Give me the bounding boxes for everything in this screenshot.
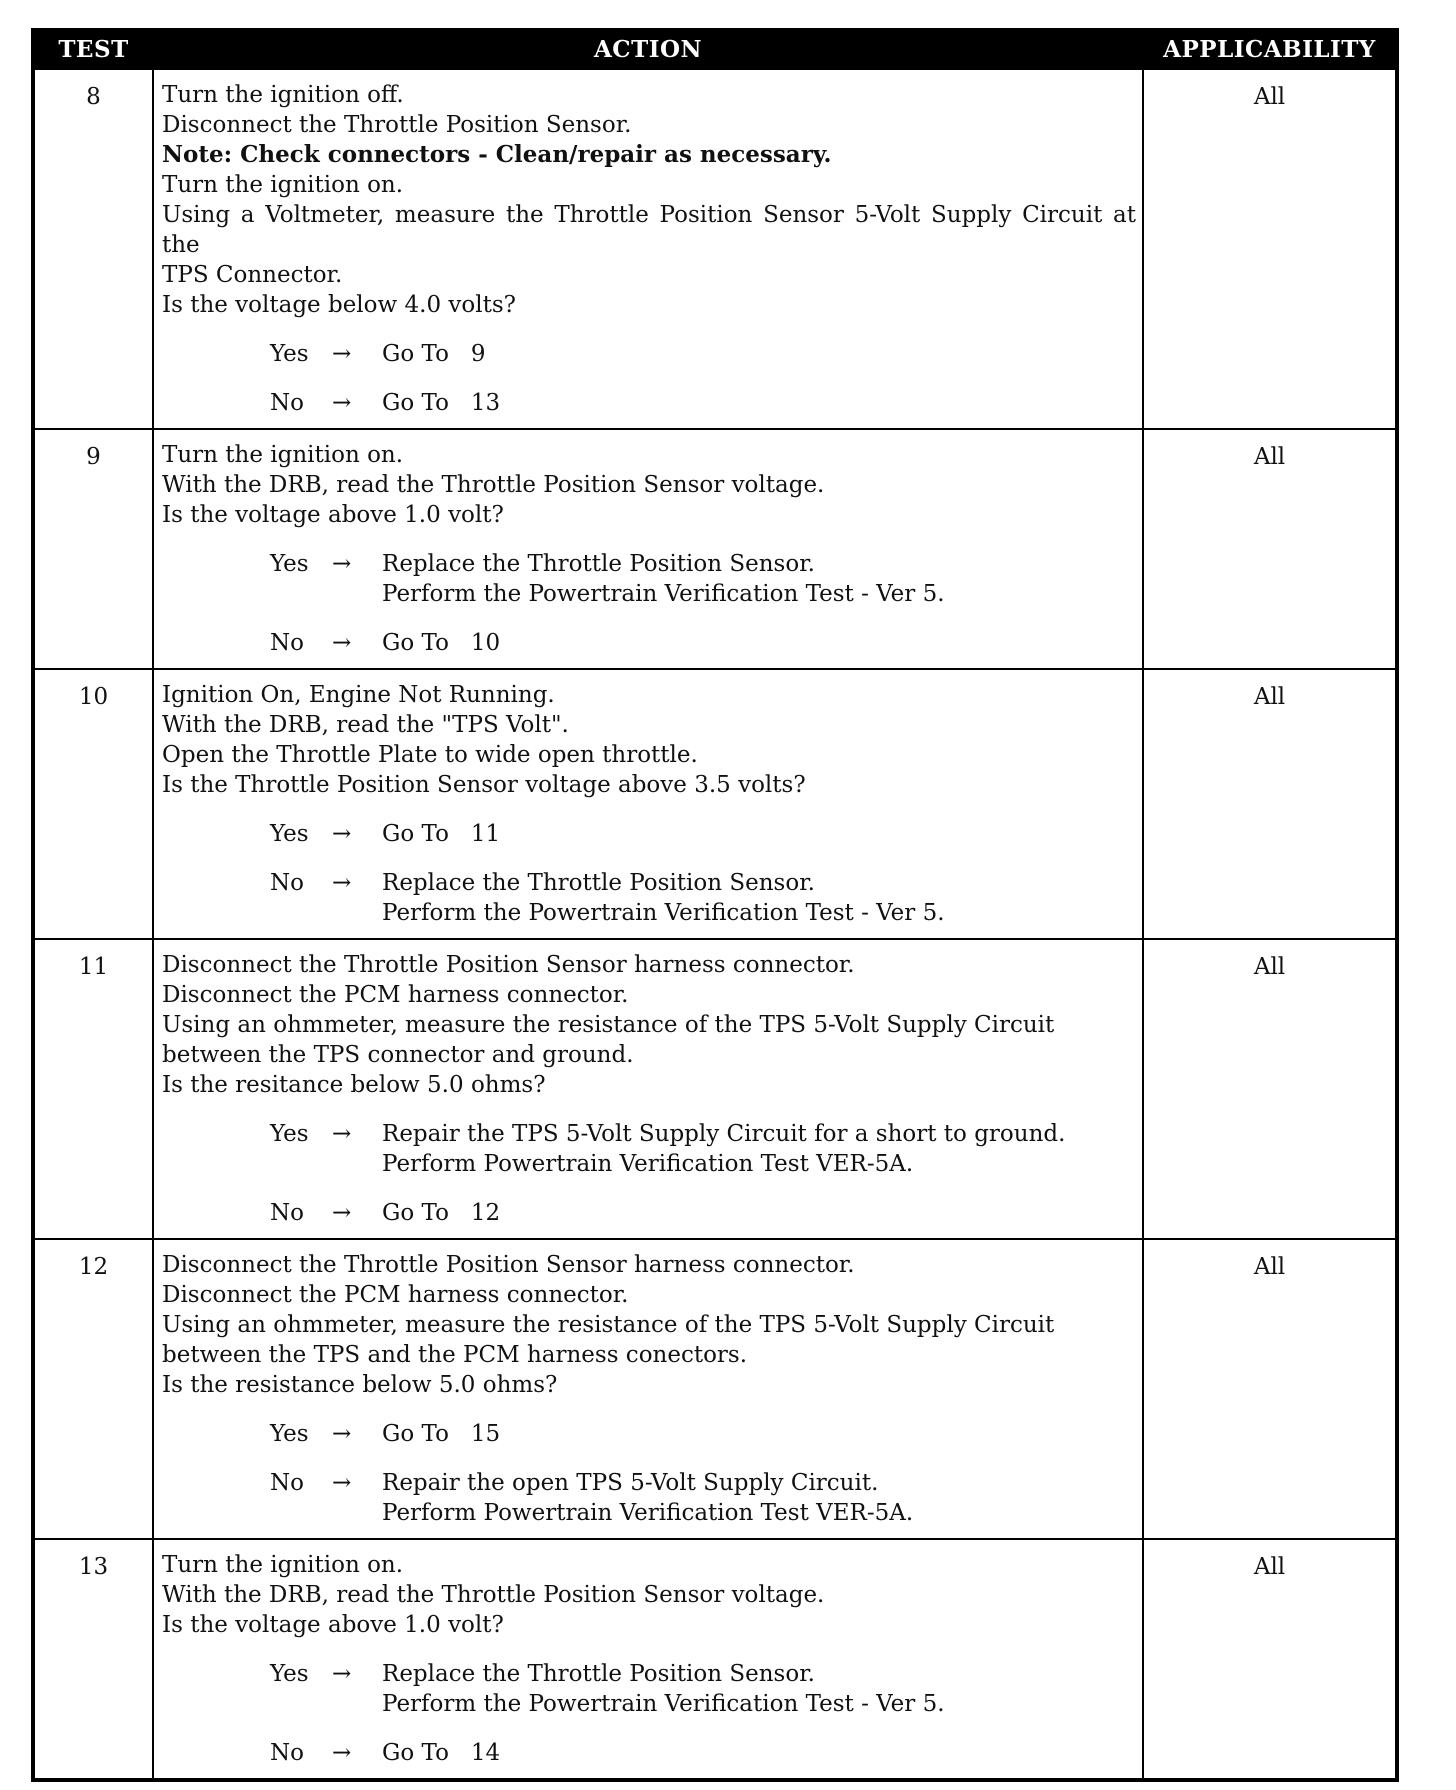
action-line: With the DRB, read the Throttle Position Sensor voltage. [162, 472, 825, 498]
result-line: Replace the Throttle Position Sensor. [382, 1661, 815, 1687]
yes-label: Yes [270, 821, 309, 847]
no-result [382, 1738, 1136, 1768]
action-line: Using a Voltmeter, measure the Throttle Position Sensor 5-Volt Supply Circuit at the [162, 202, 1136, 258]
yes-label: Yes [270, 551, 309, 577]
yes-branch [270, 1659, 1136, 1719]
action-line: Is the resitance below 5.0 ohms? [162, 1072, 546, 1098]
yes-branch [270, 1119, 1136, 1179]
yes-branch [270, 549, 1136, 609]
no-result [382, 1198, 1136, 1228]
result-line: Repair the TPS 5-Volt Supply Circuit for a short to ground. [382, 1121, 1066, 1147]
header-applicability: APPLICABILITY [1143, 30, 1397, 69]
result-line: Replace the Throttle Position Sensor. [382, 551, 815, 577]
result-line: Perform the Powertrain Verification Test - Ver 5. [382, 1691, 945, 1717]
yes-result [382, 1419, 1136, 1449]
result-line: Perform Powertrain Verification Test VER-5A. [382, 1500, 914, 1526]
no-branch [270, 1738, 1136, 1768]
no-branch [270, 628, 1136, 658]
no-label: No [270, 1470, 304, 1496]
action-line: Disconnect the Throttle Position Sensor harness connector. [162, 952, 855, 978]
action-line: between the TPS connector and ground. [162, 1042, 634, 1068]
result-line: Go To 13 [382, 390, 501, 416]
no-result [382, 628, 1136, 658]
result-line: Replace the Throttle Position Sensor. [382, 870, 815, 896]
test-number: 11 [33, 939, 153, 1239]
action-line: Disconnect the Throttle Position Sensor. [162, 112, 632, 138]
header-test: TEST [33, 30, 153, 69]
action-cell [153, 69, 1143, 429]
yes-result [382, 819, 1136, 849]
no-label: No [270, 630, 304, 656]
action-line: TPS Connector. [162, 262, 343, 288]
applicability-cell: All [1143, 669, 1397, 939]
no-label: No [270, 1200, 304, 1226]
header-row [33, 30, 1397, 69]
arrow-right-icon: → [332, 630, 352, 656]
action-cell [153, 429, 1143, 669]
arrow-right-icon: → [332, 341, 352, 367]
action-line: Using an ohmmeter, measure the resistance of the TPS 5-Volt Supply Circuit [162, 1312, 1055, 1338]
no-result [382, 388, 1136, 418]
action-line: With the DRB, read the Throttle Position Sensor voltage. [162, 1582, 825, 1608]
action-note: Note: Check connectors - Clean/repair as necessary. [162, 141, 832, 168]
applicability-cell: All [1143, 939, 1397, 1239]
yes-result [382, 549, 1136, 609]
action-line: Turn the ignition on. [162, 442, 404, 468]
result-line: Perform the Powertrain Verification Test - Ver 5. [382, 581, 945, 607]
test-number: 13 [33, 1539, 153, 1780]
arrow-right-icon: → [332, 821, 352, 847]
result-line: Go To 12 [382, 1200, 501, 1226]
applicability-cell: All [1143, 429, 1397, 669]
action-line: With the DRB, read the "TPS Volt". [162, 712, 569, 738]
result-line: Go To 10 [382, 630, 501, 656]
no-branch [270, 1198, 1136, 1228]
arrow-right-icon: → [332, 390, 352, 416]
test-number: 8 [33, 69, 153, 429]
yes-label: Yes [270, 1661, 309, 1687]
applicability-cell: All [1143, 1239, 1397, 1539]
action-line: Ignition On, Engine Not Running. [162, 682, 555, 708]
table-row [33, 429, 1397, 669]
action-line: Is the voltage above 1.0 volt? [162, 502, 504, 528]
test-number: 9 [33, 429, 153, 669]
arrow-right-icon: → [332, 1121, 352, 1147]
arrow-right-icon: → [332, 1421, 352, 1447]
yes-result [382, 339, 1136, 369]
action-line: Disconnect the Throttle Position Sensor harness connector. [162, 1252, 855, 1278]
table-row [33, 1239, 1397, 1539]
no-branch [270, 1468, 1136, 1528]
no-label: No [270, 1740, 304, 1766]
action-line: Using an ohmmeter, measure the resistance of the TPS 5-Volt Supply Circuit [162, 1012, 1055, 1038]
test-number: 10 [33, 669, 153, 939]
action-line: Is the voltage below 4.0 volts? [162, 292, 516, 318]
arrow-right-icon: → [332, 870, 352, 896]
action-line: Open the Throttle Plate to wide open throttle. [162, 742, 698, 768]
diagnostic-table [31, 28, 1399, 1782]
action-line: Turn the ignition on. [162, 172, 404, 198]
table-row [33, 1539, 1397, 1780]
result-line: Go To 15 [382, 1421, 501, 1447]
applicability-cell: All [1143, 69, 1397, 429]
action-line: Is the resistance below 5.0 ohms? [162, 1372, 558, 1398]
action-cell [153, 939, 1143, 1239]
arrow-right-icon: → [332, 1740, 352, 1766]
action-line: Turn the ignition on. [162, 1552, 404, 1578]
action-line: Disconnect the PCM harness connector. [162, 982, 629, 1008]
yes-label: Yes [270, 1421, 309, 1447]
no-label: No [270, 390, 304, 416]
action-line: between the TPS and the PCM harness conectors. [162, 1342, 748, 1368]
result-line: Go To 14 [382, 1740, 501, 1766]
no-label: No [270, 870, 304, 896]
no-result [382, 868, 1136, 928]
yes-label: Yes [270, 341, 309, 367]
test-number: 12 [33, 1239, 153, 1539]
no-result [382, 1468, 1136, 1528]
arrow-right-icon: → [332, 1661, 352, 1687]
no-branch [270, 388, 1136, 418]
header-action: ACTION [153, 30, 1143, 69]
table-row [33, 669, 1397, 939]
no-branch [270, 868, 1136, 928]
action-line: Is the voltage above 1.0 volt? [162, 1612, 504, 1638]
table-row [33, 939, 1397, 1239]
arrow-right-icon: → [332, 551, 352, 577]
applicability-cell: All [1143, 1539, 1397, 1780]
yes-result [382, 1119, 1136, 1179]
result-line: Repair the open TPS 5-Volt Supply Circuit. [382, 1470, 879, 1496]
action-cell [153, 1539, 1143, 1780]
yes-label: Yes [270, 1121, 309, 1147]
action-line: Disconnect the PCM harness connector. [162, 1282, 629, 1308]
action-cell [153, 669, 1143, 939]
diagnostic-page [31, 28, 1395, 1782]
action-line: Turn the ignition off. [162, 82, 404, 108]
arrow-right-icon: → [332, 1200, 352, 1226]
yes-branch [270, 819, 1136, 849]
result-line: Perform the Powertrain Verification Test - Ver 5. [382, 900, 945, 926]
table-row [33, 69, 1397, 429]
action-line: Is the Throttle Position Sensor voltage above 3.5 volts? [162, 772, 806, 798]
arrow-right-icon: → [332, 1470, 352, 1496]
yes-result [382, 1659, 1136, 1719]
result-line: Go To 9 [382, 341, 486, 367]
yes-branch [270, 339, 1136, 369]
yes-branch [270, 1419, 1136, 1449]
result-line: Perform Powertrain Verification Test VER-5A. [382, 1151, 914, 1177]
result-line: Go To 11 [382, 821, 501, 847]
action-cell [153, 1239, 1143, 1539]
